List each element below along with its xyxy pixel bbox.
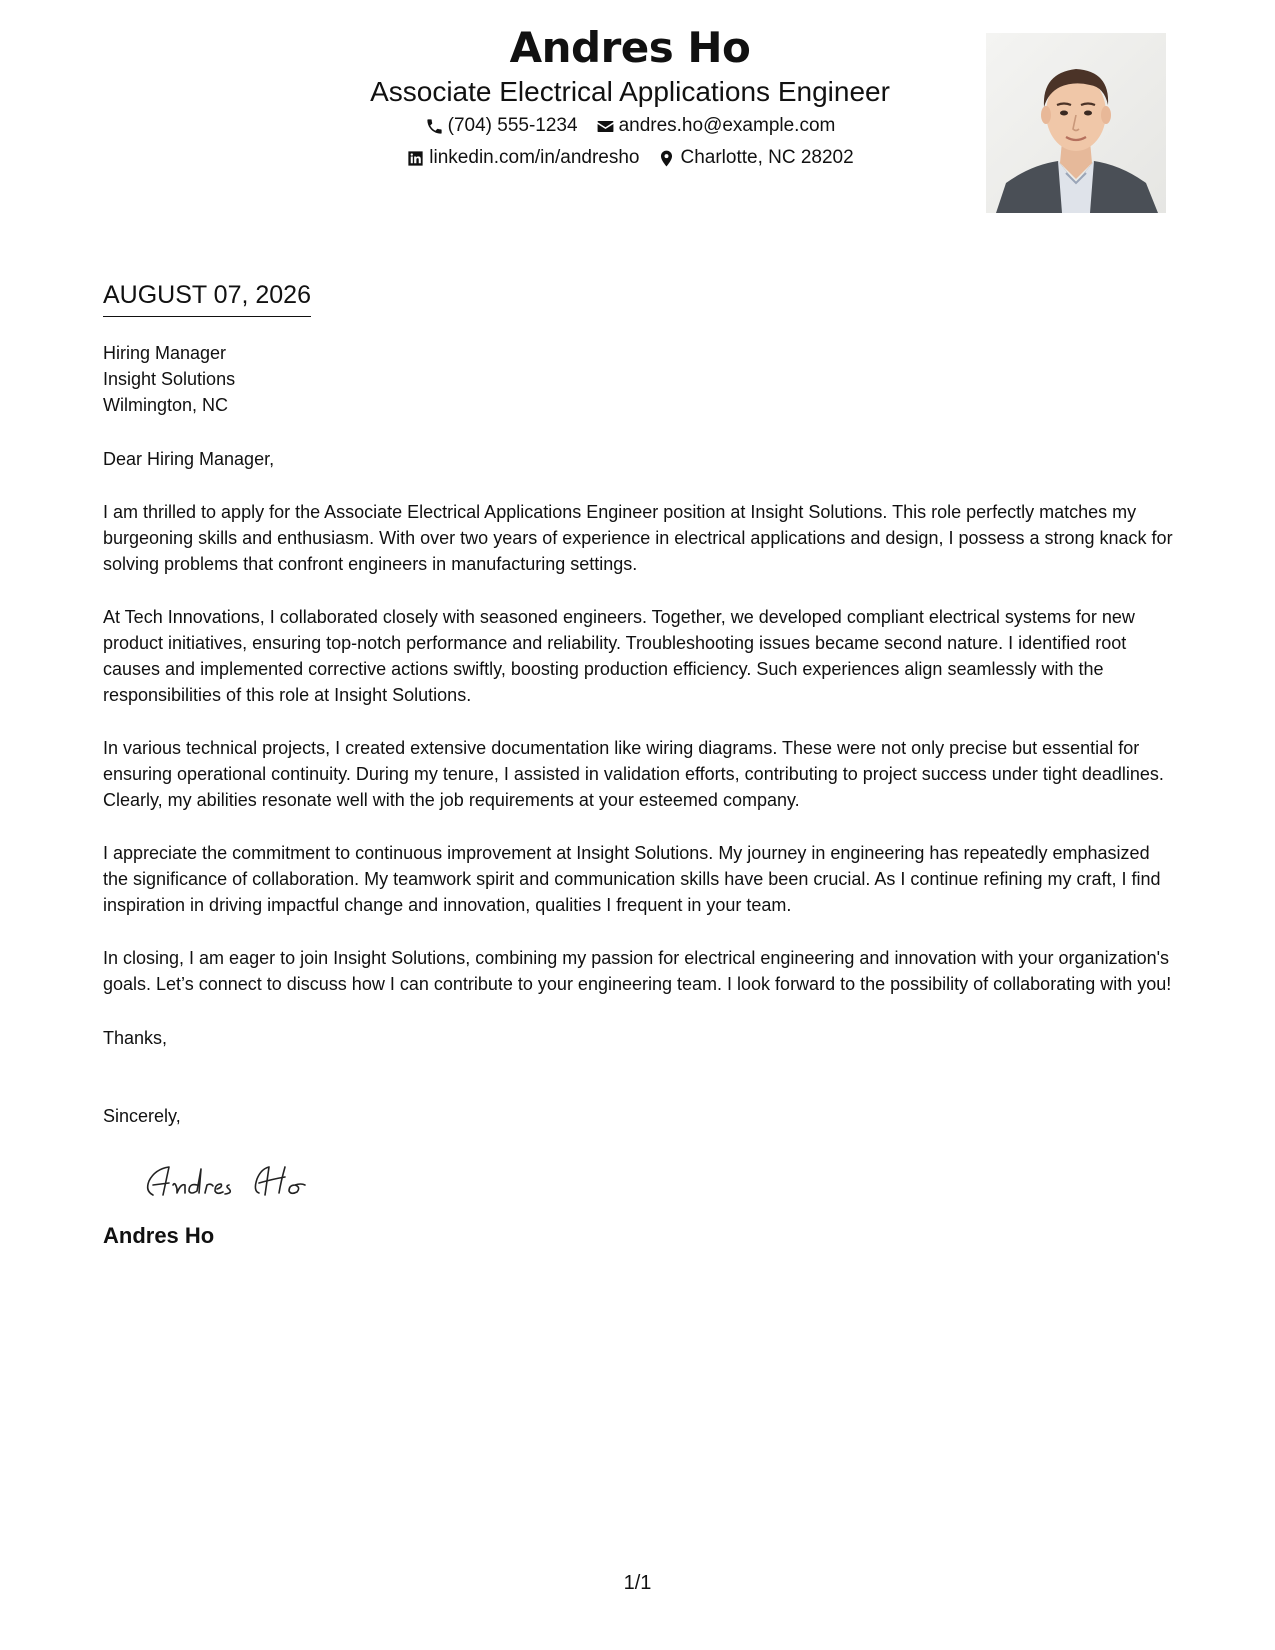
map-pin-icon: [657, 149, 676, 168]
email-address: andres.ho@example.com: [618, 115, 836, 136]
body-paragraph: I appreciate the commitment to continuous improvement at Insight Solutions. My journey in engineering has repeatedly emphasized the significance of collaboration. My teamwork spirit and communication skills have been crucial. As I continue refining my craft, I find inspiration in driving impactful change and innovation, qualities I frequent in your team.: [103, 843, 1161, 915]
phone-icon: [425, 117, 444, 136]
body-paragraph: In various technical projects, I created extensive documentation like wiring diagrams. These were not only precise but essential for ensuring operational continuity. During my tenure, I assisted in validation efforts, contributing to project success under tight deadlines. Clearly, my abilities resonate well with the job requirements at your esteemed company.: [103, 738, 1164, 810]
recipient-block: [103, 340, 1173, 418]
recipient-company: Insight Solutions: [103, 369, 236, 389]
signature-image: [139, 1155, 339, 1207]
body-paragraph: In closing, I am eager to join Insight Solutions, combining my passion for electrical engineering and innovation with your organization's goals. Let’s connect to discuss how I can contribute to your engineering team. I look forward to the possibility of collaborating with you!: [103, 948, 1172, 994]
contact-location: [657, 142, 853, 174]
applicant-title: Associate Electrical Applications Engineer: [370, 76, 890, 107]
signer-name: Andres Ho: [103, 1223, 215, 1248]
letter-date: AUGUST 07, 2026: [103, 278, 311, 317]
profile-photo: [986, 33, 1166, 213]
contact-phone: [425, 110, 578, 142]
body-paragraph: At Tech Innovations, I collaborated closely with seasoned engineers. Together, we developed compliant electrical systems for new product initiatives, ensuring top-notch performance and reliability. Troubleshooting issues became second nature. I identified root causes and implemented corrective actions swiftly, boosting production efficiency. Such experiences align seamlessly with the responsibilities of this role at Insight Solutions.: [103, 607, 1135, 705]
recipient-title: Hiring Manager: [103, 343, 227, 363]
letter-header: [260, 22, 1000, 174]
location-text: Charlotte, NC 28202: [680, 147, 854, 168]
closing-sincerely: Sincerely,: [103, 1106, 181, 1126]
linkedin-url: linkedin.com/in/andresho: [429, 147, 640, 168]
portrait-image: [986, 33, 1166, 213]
recipient-location: Wilmington, NC: [103, 395, 229, 415]
applicant-name: Andres Ho: [509, 23, 751, 72]
salutation: Dear Hiring Manager,: [103, 449, 275, 469]
page-number: 1/1: [623, 1572, 652, 1594]
phone-number: (704) 555-1234: [447, 115, 578, 136]
contact-row-2: [260, 142, 1000, 174]
linkedin-icon: [406, 149, 425, 168]
contact-email: [596, 110, 836, 142]
body-paragraph: I am thrilled to apply for the Associate Electrical Applications Engineer position at Insight Solutions. This role perfectly matches my burgeoning skills and enthusiasm. With over two years of experience in electrical applications and design, I possess a strong knack for solving problems that confront engineers in manufacturing settings.: [103, 502, 1173, 574]
contact-linkedin: [406, 142, 639, 174]
envelope-icon: [596, 117, 615, 136]
contact-row-1: [260, 110, 1000, 142]
handwritten-signature: [139, 1155, 339, 1207]
letter-body: [103, 340, 1173, 1251]
closing-thanks: Thanks,: [103, 1028, 168, 1048]
